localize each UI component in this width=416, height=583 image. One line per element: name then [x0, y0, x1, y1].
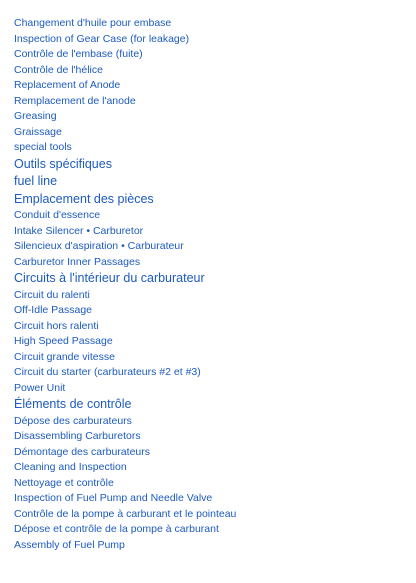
toc-link[interactable]: Intake Silencer • Carburetor: [14, 224, 144, 237]
toc-section-link[interactable]: fuel line: [14, 174, 58, 188]
toc-link[interactable]: Off-Idle Passage: [14, 304, 93, 316]
toc-link[interactable]: Carburetor Inner Passages: [14, 255, 141, 268]
toc-link[interactable]: Replacement of Anode: [14, 79, 121, 91]
toc-section-link[interactable]: Circuits à l'intérieur du carburateur: [14, 271, 205, 285]
toc-link[interactable]: Inspection of Gear Case (for leakage): [14, 32, 190, 45]
toc-link[interactable]: Inspection of Fuel Pump and Needle Valve: [14, 492, 213, 504]
toc-link[interactable]: Contrôle de l'hélice: [14, 63, 103, 76]
toc-link[interactable]: Changement d'huile pour embase: [14, 17, 172, 29]
toc-link[interactable]: Power Unit: [14, 381, 66, 394]
toc-link[interactable]: Conduit d'essence: [14, 209, 101, 221]
toc-link[interactable]: Cleaning and Inspection: [14, 461, 127, 473]
table-of-contents: [14, 16, 410, 553]
toc-section-link[interactable]: Emplacement des pièces: [14, 191, 154, 206]
toc-link[interactable]: Silencieux d'aspiration • Carburateur: [14, 240, 184, 252]
toc-link[interactable]: Circuit du starter (carburateurs #2 et #3): [14, 366, 201, 378]
toc-link[interactable]: Greasing: [14, 110, 57, 122]
toc-link[interactable]: Dépose et contrôle de la pompe à carburant: [14, 523, 219, 535]
toc-link[interactable]: Nettoyage et contrôle: [14, 476, 114, 489]
toc-link[interactable]: Assembly of Fuel Pump: [14, 538, 125, 551]
toc-link[interactable]: Démontage des carburateurs: [14, 445, 150, 458]
toc-link[interactable]: Disassembling Carburetors: [14, 430, 141, 442]
toc-link[interactable]: special tools: [14, 141, 72, 153]
toc-link[interactable]: Remplacement de l'anode: [14, 94, 136, 107]
toc-section-link[interactable]: Éléments de contrôle: [14, 397, 132, 411]
toc-section-link[interactable]: Outils spécifiques: [14, 156, 112, 171]
toc-link[interactable]: Contrôle de la pompe à carburant et le pointeau: [14, 507, 237, 520]
toc-link[interactable]: High Speed Passage: [14, 335, 113, 347]
toc-link[interactable]: Circuit grande vitesse: [14, 350, 115, 363]
toc-link[interactable]: Circuit hors ralenti: [14, 319, 99, 332]
toc-link[interactable]: Dépose des carburateurs: [14, 414, 132, 427]
toc-link[interactable]: Graissage: [14, 125, 62, 138]
toc-link[interactable]: Circuit du ralenti: [14, 288, 90, 301]
toc-link[interactable]: Contrôle de l'embase (fuite): [14, 48, 143, 60]
